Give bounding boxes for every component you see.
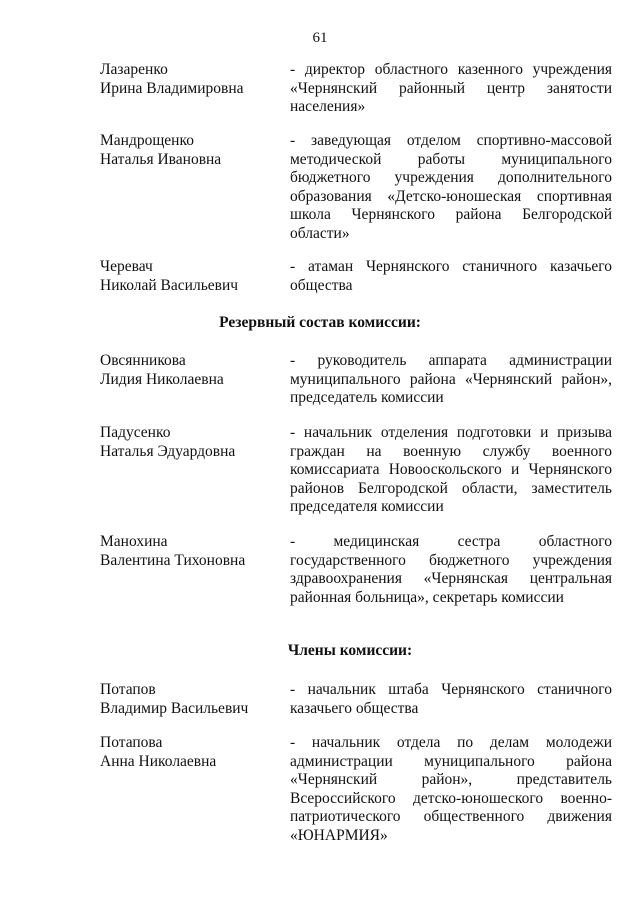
position-description: - заведующая отделом спортивно-массовой методической работы муниципального бюджетного учреждения дополнительного образования «Детско-юношеская спортивная школа Чернянского района Белгородской области» [290, 132, 612, 242]
position-description: - начальник отдела по делам молодежи администрации муниципального района «Чернянский район», представитель Всероссийского детско-юношеского военно-патриотического общественного движения «ЮНАРМИЯ» [290, 734, 612, 844]
position-description: - руководитель аппарата администрации муниципального района «Чернянский район», председатель комиссии [290, 352, 612, 406]
person-name [100, 734, 280, 771]
reserve-section-heading: Резервный состав комиссии: [219, 314, 421, 331]
person-name [100, 681, 280, 718]
given-name: Анна Николаевна [100, 752, 217, 770]
position-description: - медицинская сестра областного государственного бюджетного учреждения здравоохранения «Чернянская центральная районная больница», секретарь комиссии [290, 533, 612, 606]
surname: Потапова [100, 734, 163, 751]
person-name [100, 533, 280, 570]
given-name: Лидия Николаевна [100, 370, 224, 388]
surname: Манохина [100, 533, 168, 550]
given-name: Николай Васильевич [100, 276, 239, 294]
given-name: Наталья Эдуардовна [100, 442, 236, 460]
person-name [100, 424, 280, 461]
surname: Овсянникова [100, 352, 186, 369]
surname: Мандрощенко [100, 132, 194, 149]
person-name [100, 258, 280, 295]
members-section-heading: Члены комиссии: [287, 642, 413, 659]
position-description: - директор областного казенного учреждения «Чернянский районный центр занятости населения» [290, 61, 612, 115]
surname: Падусенко [100, 424, 171, 441]
person-name [100, 132, 280, 169]
position-description: - начальник отделения подготовки и призыва граждан на военную службу военного комиссариата Новооскольского и Чернянского районов Белгородской области, заместитель председателя комиссии [290, 424, 612, 515]
position-description: - атаман Чернянского станичного казачьего общества [290, 258, 612, 294]
surname: Лазаренко [100, 61, 168, 78]
given-name: Валентина Тихоновна [100, 551, 246, 569]
given-name: Ирина Владимировна [100, 79, 244, 97]
given-name: Наталья Ивановна [100, 150, 222, 168]
position-description: - начальник штаба Чернянского станичного казачьего общества [290, 681, 612, 717]
person-name [100, 61, 280, 98]
page-number: 61 [312, 30, 328, 46]
person-name [100, 352, 280, 389]
surname: Потапов [100, 681, 156, 698]
given-name: Владимир Васильевич [100, 699, 249, 717]
surname: Черевач [100, 258, 153, 275]
